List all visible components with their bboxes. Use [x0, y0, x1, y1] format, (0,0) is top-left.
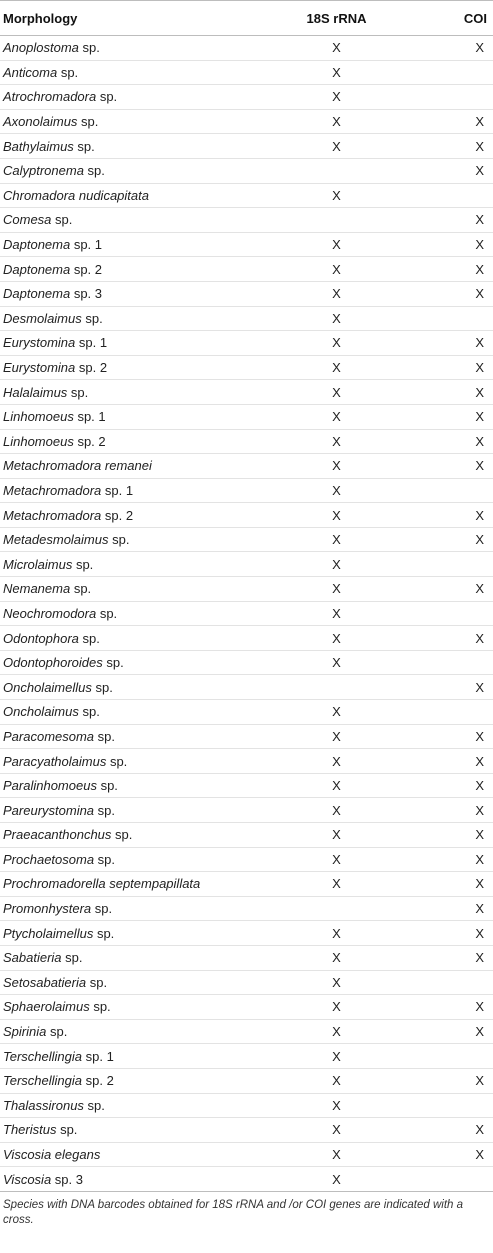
rrna-mark-cell: X	[270, 380, 403, 405]
taxon-name: Chromadora nudicapitata	[3, 187, 149, 203]
rrna-mark-cell: X	[270, 872, 403, 897]
table-body	[0, 36, 493, 1192]
taxon-name: Theristus	[3, 1122, 57, 1138]
rrna-mark-cell: X	[270, 1044, 403, 1069]
table-header	[0, 1, 493, 36]
taxon-name: Atrochromadora	[3, 89, 97, 105]
table-row	[0, 601, 493, 626]
taxon-name: Odontophoroides	[3, 655, 103, 671]
taxon-suffix: sp. 1	[75, 335, 108, 351]
coi-mark-cell: X	[403, 872, 493, 897]
coi-mark-cell: X	[403, 945, 493, 970]
taxon-name: Daptonema	[3, 286, 71, 302]
taxon-suffix: sp.	[94, 802, 116, 818]
coi-mark-cell: X	[403, 675, 493, 700]
taxon-suffix: sp. 1	[82, 1048, 114, 1064]
table-row	[0, 404, 493, 429]
morphology-cell	[0, 454, 270, 479]
rrna-mark-cell: X	[270, 454, 403, 479]
rrna-mark-cell: X	[270, 60, 403, 85]
rrna-mark-cell: X	[270, 749, 403, 774]
taxon-suffix: sp. 1	[73, 409, 106, 425]
taxon-name: Daptonema	[3, 261, 71, 277]
taxon-suffix: sp.	[46, 1024, 68, 1040]
taxon-suffix: sp.	[108, 532, 130, 548]
rrna-mark-cell	[270, 675, 403, 700]
table-row	[0, 183, 493, 208]
morphology-cell	[0, 921, 270, 946]
morphology-cell	[0, 134, 270, 159]
coi-mark-cell: X	[403, 380, 493, 405]
table-row	[0, 970, 493, 995]
morphology-cell	[0, 60, 270, 85]
table-row	[0, 945, 493, 970]
coi-mark-cell: X	[403, 232, 493, 257]
morphology-cell	[0, 1044, 270, 1069]
morphology-cell	[0, 773, 270, 798]
taxon-suffix: sp.	[72, 556, 94, 572]
rrna-mark-cell: X	[270, 626, 403, 651]
morphology-cell	[0, 552, 270, 577]
rrna-mark-cell	[270, 208, 403, 233]
coi-mark-cell: X	[403, 36, 493, 61]
taxon-name: Metachromadora	[3, 507, 102, 523]
rrna-mark-cell: X	[270, 85, 403, 110]
taxon-name: Terschellingia	[3, 1073, 83, 1089]
taxon-name: Anoplostoma	[3, 40, 79, 56]
coi-mark-cell: X	[403, 1118, 493, 1143]
taxon-name: Promonhystera	[3, 901, 92, 917]
taxon-name: Anticoma	[3, 64, 58, 80]
column-header-coi: COI	[403, 1, 493, 36]
rrna-mark-cell: X	[270, 183, 403, 208]
taxon-name: Linhomoeus	[3, 409, 74, 425]
coi-mark-cell	[403, 183, 493, 208]
rrna-mark-cell: X	[270, 1093, 403, 1118]
taxon-suffix: sp.	[83, 163, 105, 179]
coi-mark-cell: X	[403, 896, 493, 921]
table-row	[0, 847, 493, 872]
taxon-suffix: sp.	[78, 630, 100, 646]
table-row	[0, 626, 493, 651]
table-row	[0, 650, 493, 675]
rrna-mark-cell: X	[270, 1142, 403, 1167]
coi-mark-cell: X	[403, 626, 493, 651]
rrna-mark-cell: X	[270, 921, 403, 946]
table-row	[0, 503, 493, 528]
coi-mark-cell	[403, 650, 493, 675]
rrna-mark-cell: X	[270, 1068, 403, 1093]
morphology-cell	[0, 109, 270, 134]
rrna-mark-cell: X	[270, 109, 403, 134]
table-row	[0, 700, 493, 725]
table-row	[0, 454, 493, 479]
coi-mark-cell: X	[403, 724, 493, 749]
coi-mark-cell: X	[403, 1068, 493, 1093]
coi-mark-cell	[403, 60, 493, 85]
table-row	[0, 355, 493, 380]
rrna-mark-cell: X	[270, 823, 403, 848]
table-row	[0, 1118, 493, 1143]
rrna-mark-cell: X	[270, 724, 403, 749]
table-footnote: Species with DNA barcodes obtained for 18S rRNA and /or COI genes are indicated with a cross.	[3, 1198, 464, 1226]
coi-mark-cell: X	[403, 429, 493, 454]
morphology-cell	[0, 380, 270, 405]
table-row	[0, 798, 493, 823]
coi-mark-cell: X	[403, 281, 493, 306]
taxon-suffix: sp.	[86, 974, 108, 990]
morphology-cell	[0, 85, 270, 110]
table-row	[0, 1019, 493, 1044]
morphology-cell	[0, 257, 270, 282]
morphology-cell	[0, 1068, 270, 1093]
rrna-mark-cell: X	[270, 577, 403, 602]
column-header-morphology: Morphology	[0, 1, 270, 36]
morphology-cell	[0, 1118, 270, 1143]
coi-mark-cell: X	[403, 454, 493, 479]
taxon-suffix: sp. 3	[51, 1171, 83, 1187]
table-row	[0, 208, 493, 233]
morphology-cell	[0, 355, 270, 380]
taxon-suffix: sp.	[83, 1097, 105, 1113]
rrna-mark-cell: X	[270, 281, 403, 306]
rrna-mark-cell: X	[270, 601, 403, 626]
taxon-name: Microlaimus	[3, 556, 73, 572]
taxon-name: Thalassironus	[3, 1097, 84, 1113]
taxon-name: Paracomesoma	[3, 728, 95, 744]
table-row	[0, 109, 493, 134]
coi-mark-cell: X	[403, 257, 493, 282]
coi-mark-cell: X	[403, 749, 493, 774]
taxon-name: Praeacanthonchus	[3, 827, 112, 843]
table-row	[0, 281, 493, 306]
rrna-mark-cell: X	[270, 257, 403, 282]
table-row	[0, 675, 493, 700]
morphology-cell	[0, 503, 270, 528]
table-row	[0, 1142, 493, 1167]
taxon-name: Paralinhomoeus	[3, 778, 97, 794]
taxon-name: Prochaetosoma	[3, 851, 95, 867]
taxon-name: Oncholaimellus	[3, 679, 92, 695]
coi-mark-cell: X	[403, 921, 493, 946]
rrna-mark-cell: X	[270, 1019, 403, 1044]
rrna-mark-cell: X	[270, 945, 403, 970]
rrna-mark-cell: X	[270, 527, 403, 552]
morphology-cell	[0, 724, 270, 749]
taxon-name: Neochromodora	[3, 605, 97, 621]
taxon-name: Paracyatholaimus	[3, 753, 107, 769]
table-row	[0, 773, 493, 798]
morphology-cell	[0, 429, 270, 454]
taxon-name: Sphaerolaimus	[3, 999, 90, 1015]
table-row	[0, 1068, 493, 1093]
coi-mark-cell: X	[403, 527, 493, 552]
morphology-cell	[0, 306, 270, 331]
morphology-cell	[0, 798, 270, 823]
taxon-suffix: sp.	[61, 950, 83, 966]
taxon-name: Daptonema	[3, 237, 71, 253]
table-row	[0, 232, 493, 257]
coi-mark-cell: X	[403, 109, 493, 134]
table-row	[0, 331, 493, 356]
rrna-mark-cell: X	[270, 1118, 403, 1143]
taxon-suffix: sp. 3	[70, 286, 103, 302]
coi-mark-cell: X	[403, 577, 493, 602]
taxon-name: Viscosia elegans	[3, 1147, 101, 1163]
coi-mark-cell	[403, 1093, 493, 1118]
morphology-cell	[0, 872, 270, 897]
taxon-name: Terschellingia	[3, 1048, 83, 1064]
rrna-mark-cell: X	[270, 970, 403, 995]
rrna-mark-cell: X	[270, 36, 403, 61]
coi-mark-cell: X	[403, 995, 493, 1020]
table-row	[0, 60, 493, 85]
morphology-cell	[0, 158, 270, 183]
morphology-cell	[0, 577, 270, 602]
coi-mark-cell: X	[403, 208, 493, 233]
taxon-suffix: sp.	[81, 310, 103, 326]
taxon-suffix: sp.	[57, 64, 79, 80]
morphology-cell	[0, 896, 270, 921]
taxon-suffix: sp. 1	[101, 482, 134, 498]
taxon-suffix: sp.	[106, 753, 128, 769]
morphology-cell	[0, 331, 270, 356]
taxon-name: Setosabatieria	[3, 974, 87, 990]
coi-mark-cell: X	[403, 158, 493, 183]
morphology-cell	[0, 700, 270, 725]
table-row	[0, 380, 493, 405]
table-row	[0, 478, 493, 503]
morphology-cell	[0, 847, 270, 872]
rrna-mark-cell: X	[270, 1167, 403, 1192]
taxon-name: Ptycholaimellus	[3, 925, 94, 941]
coi-mark-cell	[403, 970, 493, 995]
coi-mark-cell: X	[403, 1019, 493, 1044]
taxon-name: Spirinia	[3, 1024, 47, 1040]
table-row	[0, 921, 493, 946]
taxon-suffix: sp.	[78, 40, 100, 56]
taxon-suffix: sp.	[78, 704, 100, 720]
taxon-name: Eurystomina	[3, 360, 76, 376]
column-header-18s-rrna: 18S rRNA	[270, 1, 403, 36]
taxon-name: Metachromadora	[3, 482, 102, 498]
table-row	[0, 527, 493, 552]
table-row	[0, 257, 493, 282]
morphology-cell	[0, 601, 270, 626]
taxon-name: Eurystomina	[3, 335, 76, 351]
taxon-name: Linhomoeus	[3, 433, 74, 449]
rrna-mark-cell: X	[270, 331, 403, 356]
morphology-cell	[0, 232, 270, 257]
taxon-suffix: sp.	[51, 212, 73, 228]
table-row	[0, 306, 493, 331]
coi-mark-cell: X	[403, 503, 493, 528]
taxon-suffix: sp. 2	[73, 433, 106, 449]
taxon-name: Prochromadorella septempapillata	[3, 876, 201, 892]
coi-mark-cell: X	[403, 847, 493, 872]
rrna-mark-cell: X	[270, 552, 403, 577]
taxon-suffix: sp.	[91, 901, 113, 917]
table-row	[0, 1167, 493, 1192]
taxon-name: Comesa	[3, 212, 52, 228]
table-row	[0, 995, 493, 1020]
taxon-suffix: sp.	[77, 114, 99, 130]
taxon-suffix: sp.	[89, 999, 111, 1015]
morphology-cell	[0, 675, 270, 700]
rrna-mark-cell: X	[270, 503, 403, 528]
rrna-mark-cell: X	[270, 847, 403, 872]
taxon-name: Halalaimus	[3, 384, 68, 400]
rrna-mark-cell: X	[270, 650, 403, 675]
coi-mark-cell	[403, 85, 493, 110]
coi-mark-cell: X	[403, 773, 493, 798]
taxon-name: Bathylaimus	[3, 138, 74, 154]
morphology-cell	[0, 36, 270, 61]
table-row	[0, 36, 493, 61]
morphology-cell	[0, 1019, 270, 1044]
taxon-name: Odontophora	[3, 630, 79, 646]
coi-mark-cell: X	[403, 331, 493, 356]
rrna-mark-cell: X	[270, 232, 403, 257]
morphology-cell	[0, 945, 270, 970]
taxon-suffix: sp. 1	[70, 237, 103, 253]
taxon-suffix: sp.	[94, 728, 116, 744]
table-row	[0, 724, 493, 749]
morphology-cell	[0, 650, 270, 675]
rrna-mark-cell: X	[270, 478, 403, 503]
taxon-suffix: sp.	[91, 679, 113, 695]
morphology-cell	[0, 404, 270, 429]
taxon-suffix: sp.	[56, 1122, 78, 1138]
taxon-suffix: sp.	[67, 384, 89, 400]
rrna-mark-cell	[270, 896, 403, 921]
table-row	[0, 85, 493, 110]
rrna-mark-cell: X	[270, 429, 403, 454]
table-row	[0, 872, 493, 897]
morphology-cell	[0, 527, 270, 552]
taxon-name: Viscosia	[3, 1171, 52, 1187]
rrna-mark-cell: X	[270, 355, 403, 380]
taxon-suffix: sp.	[93, 925, 115, 941]
coi-mark-cell	[403, 601, 493, 626]
morphology-cell	[0, 183, 270, 208]
taxon-name: Desmolaimus	[3, 310, 82, 326]
taxon-name: Oncholaimus	[3, 704, 79, 720]
coi-mark-cell	[403, 306, 493, 331]
taxon-name: Axonolaimus	[3, 114, 78, 130]
coi-mark-cell: X	[403, 1142, 493, 1167]
taxon-suffix: sp.	[70, 581, 92, 597]
coi-mark-cell: X	[403, 798, 493, 823]
table-row	[0, 577, 493, 602]
morphology-cell	[0, 749, 270, 774]
rrna-mark-cell: X	[270, 306, 403, 331]
taxon-suffix: sp. 2	[101, 507, 134, 523]
morphology-cell	[0, 1142, 270, 1167]
rrna-mark-cell: X	[270, 995, 403, 1020]
morphology-cell	[0, 1093, 270, 1118]
taxon-suffix: sp.	[111, 827, 133, 843]
morphology-cell	[0, 970, 270, 995]
taxon-name: Metachromadora remanei	[3, 458, 152, 474]
morphology-cell	[0, 281, 270, 306]
table-row	[0, 823, 493, 848]
rrna-mark-cell: X	[270, 798, 403, 823]
morphology-cell	[0, 478, 270, 503]
taxon-suffix: sp.	[96, 778, 118, 794]
taxon-name: Sabatieria	[3, 950, 62, 966]
coi-mark-cell	[403, 1167, 493, 1192]
taxon-name: Metadesmolaimus	[3, 532, 109, 548]
taxon-suffix: sp.	[96, 605, 118, 621]
table-row	[0, 1044, 493, 1069]
table-row	[0, 1093, 493, 1118]
taxon-suffix: sp.	[73, 138, 95, 154]
morphology-cell	[0, 626, 270, 651]
rrna-mark-cell: X	[270, 404, 403, 429]
taxon-suffix: sp. 2	[75, 360, 108, 376]
table-row	[0, 158, 493, 183]
coi-mark-cell: X	[403, 404, 493, 429]
taxon-suffix: sp.	[94, 851, 116, 867]
morphology-cell	[0, 208, 270, 233]
table-row	[0, 552, 493, 577]
table-row	[0, 429, 493, 454]
coi-mark-cell: X	[403, 134, 493, 159]
rrna-mark-cell	[270, 158, 403, 183]
coi-mark-cell: X	[403, 823, 493, 848]
rrna-mark-cell: X	[270, 773, 403, 798]
taxon-suffix: sp. 2	[82, 1073, 114, 1089]
header-row	[0, 1, 493, 36]
table-row	[0, 896, 493, 921]
coi-mark-cell: X	[403, 355, 493, 380]
coi-mark-cell	[403, 1044, 493, 1069]
taxon-suffix: sp.	[96, 89, 118, 105]
rrna-mark-cell: X	[270, 134, 403, 159]
taxon-name: Pareurystomina	[3, 802, 95, 818]
morphology-cell	[0, 995, 270, 1020]
morphology-cell	[0, 1167, 270, 1192]
table-row	[0, 134, 493, 159]
taxon-name: Nemanema	[3, 581, 71, 597]
coi-mark-cell	[403, 552, 493, 577]
taxon-suffix: sp. 2	[70, 261, 103, 277]
coi-mark-cell	[403, 700, 493, 725]
morphology-cell	[0, 823, 270, 848]
taxon-name: Calyptronema	[3, 163, 84, 179]
taxon-suffix: sp.	[102, 655, 124, 671]
coi-mark-cell	[403, 478, 493, 503]
table-row	[0, 749, 493, 774]
rrna-mark-cell: X	[270, 700, 403, 725]
